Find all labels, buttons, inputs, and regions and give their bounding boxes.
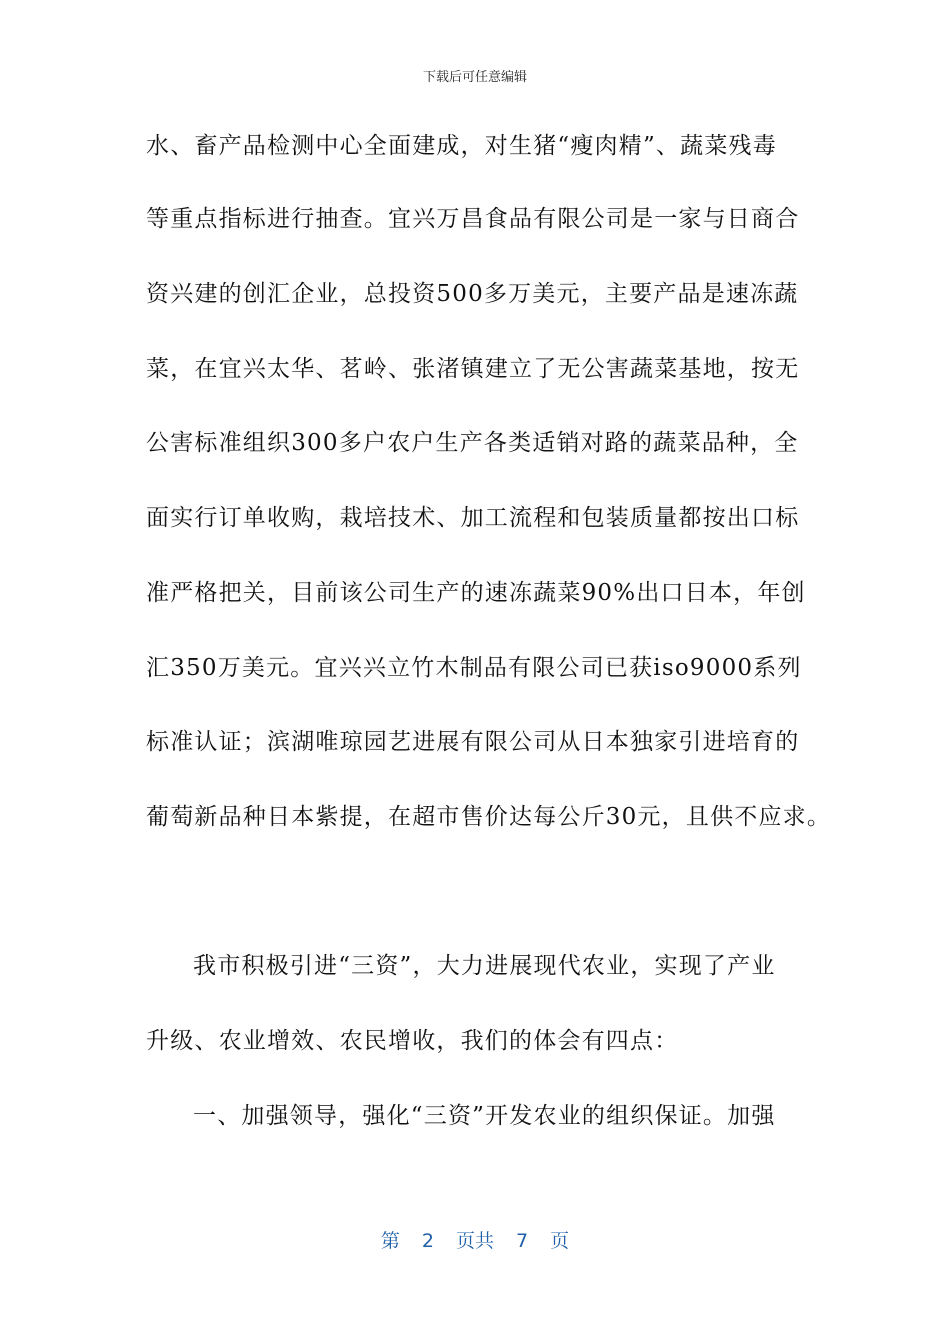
body-line: 公害标准组织300多户农户生产各类适销对路的蔬菜品种，全 [146, 430, 799, 456]
page-mid: 页共 [455, 1230, 494, 1252]
body-line: 菜，在宜兴太华、茗岭、张渚镇建立了无公害蔬菜基地，按无 [146, 356, 800, 382]
page-total: 7 [516, 1230, 529, 1252]
body-line: 水、畜产品检测中心全面建成，对生猪“瘦肉精”、蔬菜残毒 [146, 133, 777, 159]
body-line: 等重点指标进行抽查。宜兴万昌食品有限公司是一家与日商合 [146, 206, 800, 232]
body-line: 葡萄新品种日本紫提，在超市售价达每公斤30元，且供不应求。 [146, 804, 832, 830]
body-line: 汇350万美元。宜兴兴立竹木制品有限公司已获iso9000系列 [146, 655, 802, 681]
body-line: 升级、农业增效、农民增收，我们的体会有四点： [146, 1028, 679, 1054]
header-note: 下载后可任意编辑 [422, 70, 527, 85]
body-line: 资兴建的创汇企业，总投资500多万美元，主要产品是速冻蔬 [146, 281, 799, 307]
body-line: 我市积极引进“三资”，大力进展现代农业，实现了产业 [193, 953, 776, 979]
page-suffix: 页 [550, 1230, 570, 1252]
page-number [0, 1226, 950, 1253]
page-current: 2 [421, 1230, 434, 1252]
page-prefix: 第 [380, 1230, 400, 1252]
body-line: 准严格把关，目前该公司生产的速冻蔬菜90%出口日本，年创 [146, 580, 806, 606]
body-line: 标准认证；滨湖唯琼园艺进展有限公司从日本独家引进培育的 [146, 729, 800, 755]
body-line: 面实行订单收购，栽培技术、加工流程和包装质量都按出口标 [146, 505, 800, 531]
body-line: 一、加强领导，强化“三资”开发农业的组织保证。加强 [193, 1103, 776, 1129]
